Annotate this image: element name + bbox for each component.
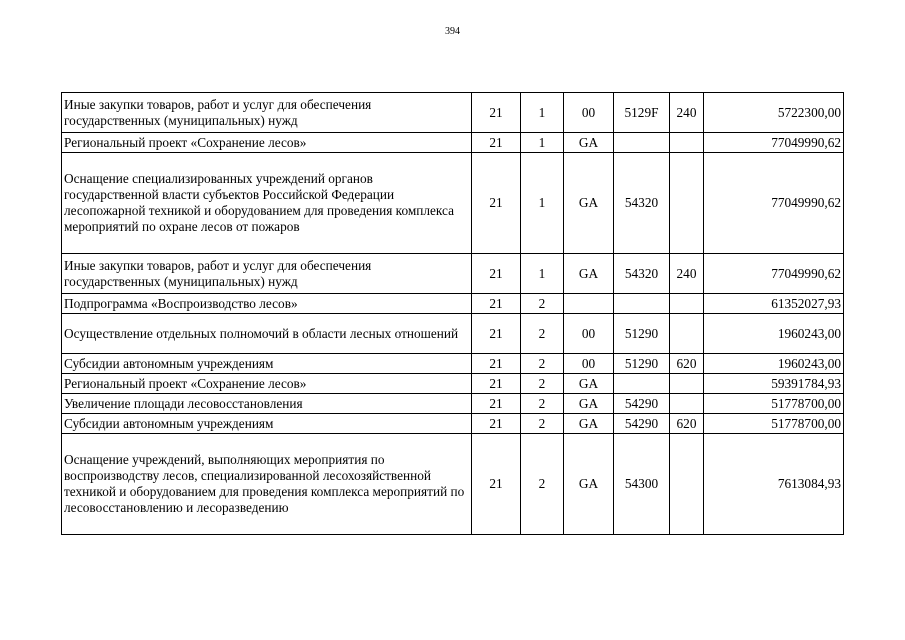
section-code-cell: 21 bbox=[472, 294, 521, 314]
amount-cell: 7613084,93 bbox=[704, 434, 844, 535]
row-name-cell: Региональный проект «Сохранение лесов» bbox=[62, 133, 472, 153]
project-code-cell: GA bbox=[564, 153, 614, 254]
row-name-cell: Оснащение специализированных учреждений органов государственной власти субъектов Российской Федерации лесопожарной техникой и оборудованием для проведения комплекса мероприятий по охране лесов от пожаров bbox=[62, 153, 472, 254]
project-code-cell: GA bbox=[564, 374, 614, 394]
section-code-cell: 21 bbox=[472, 354, 521, 374]
subprogram-code-cell: 2 bbox=[521, 394, 564, 414]
project-code-cell: GA bbox=[564, 254, 614, 294]
subprogram-code-cell: 1 bbox=[521, 133, 564, 153]
amount-cell: 61352027,93 bbox=[704, 294, 844, 314]
amount-cell: 1960243,00 bbox=[704, 314, 844, 354]
subprogram-code-cell: 2 bbox=[521, 374, 564, 394]
section-code-cell: 21 bbox=[472, 434, 521, 535]
expense-type-cell: 620 bbox=[670, 414, 704, 434]
row-name-cell: Субсидии автономным учреждениям bbox=[62, 354, 472, 374]
project-code-cell: 00 bbox=[564, 93, 614, 133]
expense-type-cell bbox=[670, 374, 704, 394]
amount-cell: 1960243,00 bbox=[704, 354, 844, 374]
project-code-cell: GA bbox=[564, 133, 614, 153]
amount-cell: 59391784,93 bbox=[704, 374, 844, 394]
amount-cell: 51778700,00 bbox=[704, 394, 844, 414]
direction-code-cell bbox=[614, 294, 670, 314]
subprogram-code-cell: 2 bbox=[521, 294, 564, 314]
direction-code-cell: 54320 bbox=[614, 153, 670, 254]
expense-type-cell bbox=[670, 153, 704, 254]
row-name-cell: Оснащение учреждений, выполняющих мероприятия по воспроизводству лесов, специализированной лесохозяйственной техникой и оборудованием для проведения комплекса мероприятий по лесовосстановлению и лесоразведению bbox=[62, 434, 472, 535]
table-row bbox=[62, 254, 844, 294]
section-code-cell: 21 bbox=[472, 414, 521, 434]
table-row bbox=[62, 414, 844, 434]
amount-cell: 51778700,00 bbox=[704, 414, 844, 434]
amount-cell: 5722300,00 bbox=[704, 93, 844, 133]
subprogram-code-cell: 1 bbox=[521, 153, 564, 254]
budget-table bbox=[61, 92, 844, 535]
subprogram-code-cell: 2 bbox=[521, 414, 564, 434]
amount-cell: 77049990,62 bbox=[704, 254, 844, 294]
row-name-cell: Увеличение площади лесовосстановления bbox=[62, 394, 472, 414]
subprogram-code-cell: 2 bbox=[521, 434, 564, 535]
row-name-cell: Иные закупки товаров, работ и услуг для обеспечения государственных (муниципальных) нужд bbox=[62, 254, 472, 294]
project-code-cell: GA bbox=[564, 434, 614, 535]
direction-code-cell bbox=[614, 374, 670, 394]
row-name-cell: Подпрограмма «Воспроизводство лесов» bbox=[62, 294, 472, 314]
section-code-cell: 21 bbox=[472, 133, 521, 153]
expense-type-cell: 240 bbox=[670, 254, 704, 294]
table-row bbox=[62, 294, 844, 314]
project-code-cell: 00 bbox=[564, 314, 614, 354]
project-code-cell bbox=[564, 294, 614, 314]
direction-code-cell: 5129F bbox=[614, 93, 670, 133]
row-name-cell: Иные закупки товаров, работ и услуг для обеспечения государственных (муниципальных) нужд bbox=[62, 93, 472, 133]
section-code-cell: 21 bbox=[472, 374, 521, 394]
expense-type-cell bbox=[670, 434, 704, 535]
section-code-cell: 21 bbox=[472, 93, 521, 133]
table-row bbox=[62, 434, 844, 535]
row-name-cell: Региональный проект «Сохранение лесов» bbox=[62, 374, 472, 394]
section-code-cell: 21 bbox=[472, 394, 521, 414]
subprogram-code-cell: 2 bbox=[521, 354, 564, 374]
subprogram-code-cell: 1 bbox=[521, 93, 564, 133]
table-row bbox=[62, 394, 844, 414]
amount-cell: 77049990,62 bbox=[704, 153, 844, 254]
expense-type-cell bbox=[670, 314, 704, 354]
direction-code-cell bbox=[614, 133, 670, 153]
expense-type-cell: 620 bbox=[670, 354, 704, 374]
budget-table-body bbox=[62, 93, 844, 535]
project-code-cell: GA bbox=[564, 414, 614, 434]
table-row bbox=[62, 133, 844, 153]
direction-code-cell: 54300 bbox=[614, 434, 670, 535]
table-row bbox=[62, 354, 844, 374]
table-row bbox=[62, 314, 844, 354]
direction-code-cell: 51290 bbox=[614, 354, 670, 374]
subprogram-code-cell: 2 bbox=[521, 314, 564, 354]
section-code-cell: 21 bbox=[472, 153, 521, 254]
expense-type-cell: 240 bbox=[670, 93, 704, 133]
page-number: 394 bbox=[445, 26, 460, 37]
subprogram-code-cell: 1 bbox=[521, 254, 564, 294]
table-row bbox=[62, 374, 844, 394]
project-code-cell: 00 bbox=[564, 354, 614, 374]
section-code-cell: 21 bbox=[472, 254, 521, 294]
table-row bbox=[62, 93, 844, 133]
table-row bbox=[62, 153, 844, 254]
expense-type-cell bbox=[670, 394, 704, 414]
row-name-cell: Осуществление отдельных полномочий в области лесных отношений bbox=[62, 314, 472, 354]
direction-code-cell: 54290 bbox=[614, 414, 670, 434]
expense-type-cell bbox=[670, 294, 704, 314]
section-code-cell: 21 bbox=[472, 314, 521, 354]
direction-code-cell: 54290 bbox=[614, 394, 670, 414]
expense-type-cell bbox=[670, 133, 704, 153]
amount-cell: 77049990,62 bbox=[704, 133, 844, 153]
direction-code-cell: 54320 bbox=[614, 254, 670, 294]
project-code-cell: GA bbox=[564, 394, 614, 414]
direction-code-cell: 51290 bbox=[614, 314, 670, 354]
row-name-cell: Субсидии автономным учреждениям bbox=[62, 414, 472, 434]
